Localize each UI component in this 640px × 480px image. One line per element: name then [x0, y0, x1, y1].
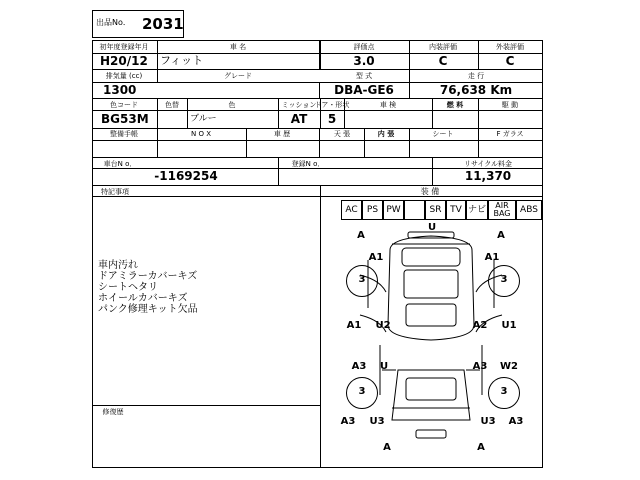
remark-line-3: シートヘタリ [98, 282, 158, 293]
equipment-header: 装 備 [420, 187, 440, 196]
car-diagram [320, 220, 542, 468]
header-year: 初年度登録年月 [99, 43, 149, 51]
mark-left-front-door: U2 [375, 320, 391, 331]
wheel-rear-right: 3 [488, 377, 520, 409]
header-sunroof: 天 張 [333, 130, 351, 138]
wheel-rear-left: 3 [346, 377, 378, 409]
mark-right-rear-corner: A3 [508, 416, 524, 427]
mark-top: U [427, 222, 437, 233]
mark-rear-right: A [477, 442, 485, 453]
value-mileage: 76,638 Km [439, 83, 513, 97]
header-name: 車 名 [229, 43, 247, 51]
mark-front-left: A [357, 230, 365, 241]
wheel-front-right: 3 [488, 265, 520, 297]
header-nox: N O X [191, 130, 211, 138]
value-score: 3.0 [353, 54, 375, 68]
value-chassis: -1169254 [154, 169, 218, 183]
equip-ps: PS [362, 200, 383, 220]
equip-sr: SR [425, 200, 446, 220]
value-color-code: BG53M [101, 112, 149, 126]
header-registration: 登録N o． [291, 160, 325, 168]
lot-label: 出品No． [96, 18, 131, 27]
remark-line-4: ホイールカバーキズ [98, 293, 188, 304]
mark-right-front-upper: A1 [484, 252, 500, 263]
header-fuel: 燃 料 [446, 101, 464, 109]
header-recycle: リサイクル料金 [463, 160, 513, 168]
header-mission: ミッション [281, 101, 317, 109]
car-hood [402, 248, 460, 266]
header-interior-trim: 内 張 [377, 130, 395, 138]
mark-left-front-upper: A1 [368, 252, 384, 263]
lot-number: 2031 [142, 15, 184, 33]
header-grade: グレード [224, 72, 252, 80]
remark-line-5: パンク修理キット欠品 [98, 304, 198, 315]
wheel-front-left: 3 [346, 265, 378, 297]
remarks-header: 特記事項 [101, 188, 129, 196]
value-year: H20/12 [100, 54, 148, 68]
value-exterior: C [505, 54, 515, 68]
value-model: DBA-GE6 [334, 83, 394, 97]
header-doors: ドア・形状 [314, 101, 350, 109]
value-mission: AT [290, 112, 308, 126]
mark-rear-left: A [383, 442, 391, 453]
equip-airbag: AIR BAG [488, 200, 516, 220]
header-seat: シート [432, 130, 454, 138]
mark-right-rear-outer: W2 [500, 361, 518, 372]
header-interior: 内装評価 [429, 43, 457, 51]
header-chassis: 車台N o． [103, 160, 137, 168]
header-displacement: 排気量 (cc) [105, 72, 143, 80]
header-history: 車 歴 [273, 130, 291, 138]
mark-left-rear-door: U [379, 361, 389, 372]
header-manual: 整備手帳 [110, 130, 138, 138]
value-color: ブルー [190, 114, 217, 124]
value-name: フィット [160, 54, 204, 67]
header-drive: 駆 動 [501, 101, 519, 109]
car-rear-window [406, 304, 456, 326]
header-color: 色 [228, 101, 236, 109]
equip-tv: TV [446, 200, 466, 220]
value-recycle: 11,370 [464, 169, 512, 183]
mark-right-front-fender: U1 [501, 320, 517, 331]
repair-header: 修復歴 [102, 408, 124, 416]
remark-line-2: ドアミラーカバーキズ [98, 271, 198, 282]
mark-right-rear-door: A3 [472, 361, 488, 372]
mark-front-right: A [497, 230, 505, 241]
mark-left-front-fender: A1 [346, 320, 362, 331]
header-model: 型 式 [355, 72, 373, 80]
header-score: 評価点 [353, 43, 375, 51]
equip-ac: AC [341, 200, 362, 220]
equip-blank [404, 200, 425, 220]
equip-abs: ABS [516, 200, 542, 220]
mark-left-rear-corner: A3 [340, 416, 356, 427]
remark-line-1: 車内汚れ [98, 260, 138, 271]
equip-navi: ナビ [466, 200, 488, 220]
header-shade: 色替 [165, 101, 179, 109]
mark-left-rear-bumper: U3 [369, 416, 385, 427]
value-doors: 5 [327, 112, 337, 126]
mark-left-rear-inner: A3 [351, 361, 367, 372]
equip-pw: PW [383, 200, 404, 220]
header-mileage: 走 行 [467, 72, 485, 80]
mark-right-front-door: A2 [472, 320, 488, 331]
mark-right-rear-bumper: U3 [480, 416, 496, 427]
header-color-code: 色コード [110, 101, 138, 109]
value-displacement: 1300 [103, 83, 137, 97]
header-inspection: 車 検 [379, 101, 397, 109]
car-roof [404, 270, 458, 298]
car-top-outline [388, 236, 474, 340]
value-interior: C [438, 54, 448, 68]
header-glass: F ガラス [496, 130, 524, 138]
header-exterior: 外装評価 [496, 43, 524, 51]
